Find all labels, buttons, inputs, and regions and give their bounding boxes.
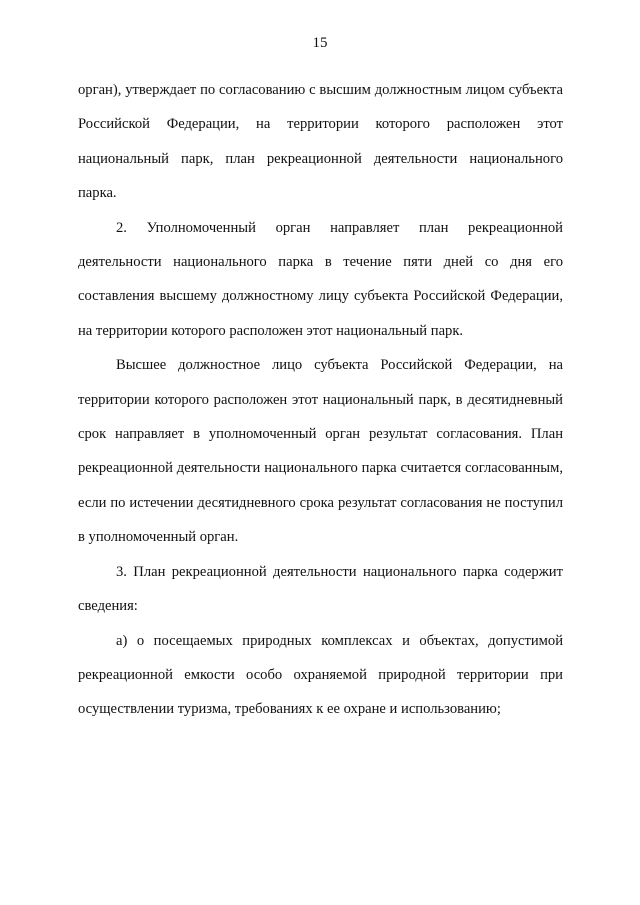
paragraph-item-3: 3. План рекреационной деятельности национального парка содержит сведения:	[78, 563, 563, 615]
paragraph-continuation: орган), утверждает по согласованию с высшим должностным лицом субъекта Российской Федерации, на территории которого расположен этот национальный парк, план рекреационной деятельности национального парка.	[78, 82, 563, 202]
paragraph-item-2: 2. Уполномоченный орган направляет план рекреационной деятельности национального парка в течение пяти дней со дня его составления высшему должностному лицу субъекта Российской Федерации, на территории которого расположен этот национальный парк.	[78, 219, 563, 339]
document-body	[78, 73, 563, 727]
paragraph-subitem-a: а) о посещаемых природных комплексах и объектах, допустимой рекреационной емкости особо охраняемой природной территории при осуществлении туризма, требованиях к ее охране и использованию;	[78, 632, 563, 718]
page-number: 15	[312, 35, 328, 51]
paragraph-approval: Высшее должностное лицо субъекта Российской Федерации, на территории которого расположен этот национальный парк, в десятидневный срок направляет в уполномоченный орган результат согласования. План рекреационной деятельности национального парка считается согласованным, если по истечении десятидневного срока результат согласования не поступил в уполномоченный орган.	[78, 357, 563, 546]
